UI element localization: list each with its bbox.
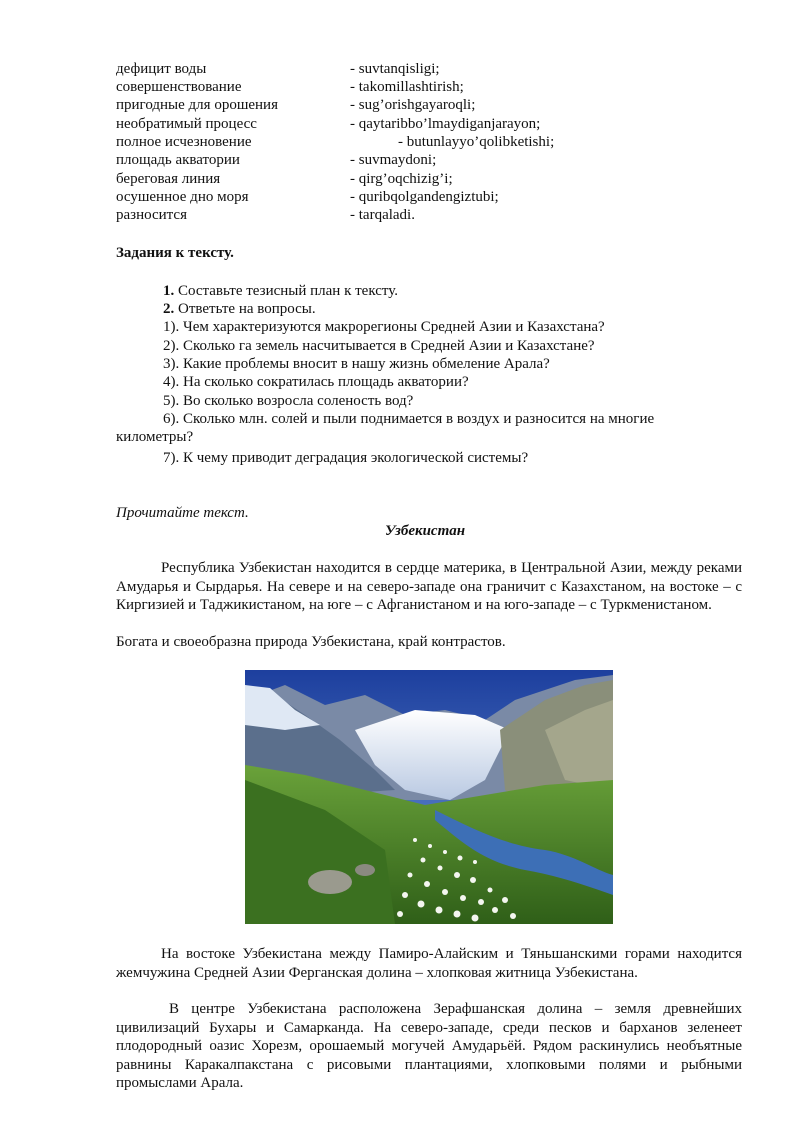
glossary-term-uz: - butunlayyo’qolibketishi; <box>398 134 555 150</box>
glossary-term-uz: - suvmaydoni; <box>350 152 437 168</box>
paragraph: Богата и своеобразна природа Узбекистана, край контрастов. <box>116 634 506 650</box>
glossary-term-ru: береговая линия <box>116 171 221 187</box>
question-item: 4). На сколько сократилась площадь акватории? <box>163 374 469 390</box>
question-item: 5). Во сколько возросла соленость вод? <box>163 393 414 409</box>
glossary-term-ru: осушенное дно моря <box>116 189 249 205</box>
question-item-continuation: километры? <box>116 429 194 445</box>
paragraph: Республика Узбекистан находится в сердце материка, в Центральной Азии, между реками Амударья и Сырдарья. На севере и на северо-западе она граничит с Казахстаном, на востоке – с Киргизией и Таджикистаном, на юге – с Афганистаном и на юго-западе – с Туркменистаном. <box>116 560 742 613</box>
paragraph: В центре Узбекистана расположена Зерафшанская долина – земля древнейших цивилизаций Бухары и Самарканда. На северо-западе, среди песков и барханов зеленеет плодородный оазис Хорезм, орошаемый могучей Амударьёй. Рядом раскинулись необъятные равнины Каракалпакстана с рисовыми плантациями, хлопковыми полями и рыбными промыслами Арала. <box>116 1001 742 1091</box>
task-item <box>163 300 316 318</box>
glossary-term-ru: необратимый процесс <box>116 116 257 132</box>
glossary-term-ru: пригодные для орошения <box>116 97 278 113</box>
paragraph: На востоке Узбекистана между Памиро-Алайским и Тяньшанскими горами находится жемчужина Средней Азии Ферганская долина – хлопковая житница Узбекистана. <box>116 946 742 981</box>
question-item: 7). К чему приводит деградация экологической системы? <box>163 450 529 466</box>
task-number: 2. <box>163 301 175 317</box>
task-item <box>163 282 398 300</box>
glossary-term-uz: - suvtanqisligi; <box>350 61 440 77</box>
glossary-term-uz: - takomillashtirish; <box>350 79 464 95</box>
mountain-valley-photo <box>245 670 613 924</box>
task-text: Составьте тезисный план к тексту. <box>174 283 399 299</box>
reading-title: Узбекистан <box>385 523 466 539</box>
glossary-term-uz: - tarqaladi. <box>350 207 415 223</box>
glossary-term-ru: совершенствование <box>116 79 242 95</box>
task-number: 1. <box>163 283 175 299</box>
glossary-term-ru: полное исчезновение <box>116 134 252 150</box>
glossary-term-uz: - quribqolgandengiztubi; <box>350 189 499 205</box>
glossary-term-ru: площадь акватории <box>116 152 240 168</box>
question-item: 1). Чем характеризуются макрорегионы Средней Азии и Казахстана? <box>163 319 605 335</box>
question-item: 6). Сколько млн. солей и пыли поднимается в воздух и разносится на многие <box>163 411 655 427</box>
question-item: 3). Какие проблемы вносит в нашу жизнь обмеление Арала? <box>163 356 550 372</box>
glossary-term-uz: - qirg’oqchizig’i; <box>350 171 453 187</box>
glossary-term-uz: - sug’orishgayaroqli; <box>350 97 476 113</box>
glossary-term-ru: разносится <box>116 207 187 223</box>
tasks-heading: Задания к тексту. <box>116 245 234 261</box>
question-item: 2). Сколько га земель насчитывается в Средней Азии и Казахстане? <box>163 338 595 354</box>
reading-instruction: Прочитайте текст. <box>116 505 249 521</box>
glossary-term-uz: - qaytaribbo’lmaydiganjarayon; <box>350 116 541 132</box>
glossary-term-ru: дефицит воды <box>116 61 207 77</box>
task-text: Ответьте на вопросы. <box>174 301 316 317</box>
